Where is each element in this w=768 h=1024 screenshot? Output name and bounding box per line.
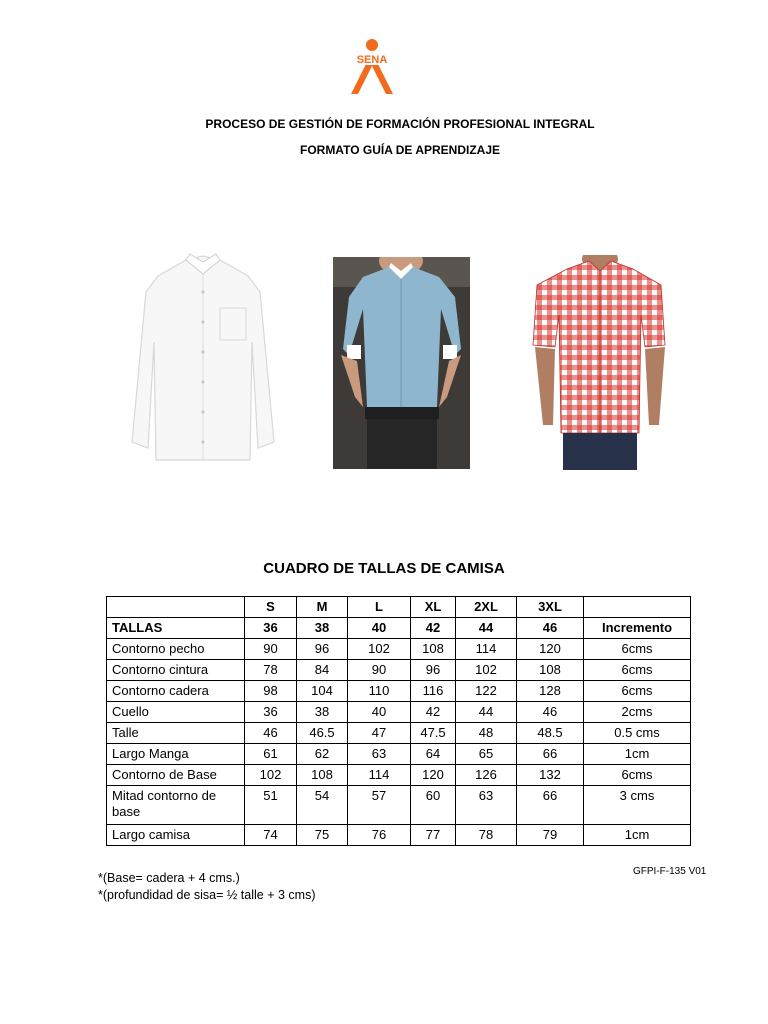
value-cell: 108 <box>297 765 348 786</box>
value-cell: 122 <box>456 681 517 702</box>
measurement-row <box>107 681 691 702</box>
value-cell <box>584 597 691 618</box>
logo-text: SENA <box>356 54 388 66</box>
value-cell: 64 <box>411 744 456 765</box>
value-cell: 110 <box>348 681 411 702</box>
value-cell: 63 <box>348 744 411 765</box>
value-cell: L <box>348 597 411 618</box>
value-cell: M <box>297 597 348 618</box>
value-cell: 63 <box>456 786 517 825</box>
value-cell: 120 <box>411 765 456 786</box>
value-cell: 3 cms <box>584 786 691 825</box>
value-cell: 102 <box>348 639 411 660</box>
value-cell: 66 <box>517 744 584 765</box>
value-cell: 48.5 <box>517 723 584 744</box>
format-title: FORMATO GUÍA DE APRENDIZAJE <box>299 143 500 157</box>
value-cell: 114 <box>348 765 411 786</box>
value-cell: 48 <box>456 723 517 744</box>
value-cell: 47 <box>348 723 411 744</box>
row-label-cell: Largo camisa <box>107 825 245 846</box>
size-chart-body <box>107 597 691 846</box>
value-cell: 2XL <box>456 597 517 618</box>
value-cell: 126 <box>456 765 517 786</box>
value-cell: 74 <box>245 825 297 846</box>
row-label-cell <box>107 597 245 618</box>
value-cell: 2cms <box>584 702 691 723</box>
value-cell: 79 <box>517 825 584 846</box>
checked-shirt-image <box>527 255 674 470</box>
value-cell: 46.5 <box>297 723 348 744</box>
value-cell: 40 <box>348 702 411 723</box>
value-cell: 120 <box>517 639 584 660</box>
value-cell: 42 <box>411 702 456 723</box>
value-cell: 62 <box>297 744 348 765</box>
value-cell: 42 <box>411 618 456 639</box>
measurement-row <box>107 786 691 825</box>
size-number-row <box>107 618 691 639</box>
value-cell: 51 <box>245 786 297 825</box>
size-letter-row <box>107 597 691 618</box>
base-note: *(Base= cadera + 4 cms.) <box>98 871 240 885</box>
value-cell: 6cms <box>584 639 691 660</box>
value-cell: 104 <box>297 681 348 702</box>
row-label-cell: Contorno cadera <box>107 681 245 702</box>
value-cell: 54 <box>297 786 348 825</box>
value-cell: XL <box>411 597 456 618</box>
value-cell: 66 <box>517 786 584 825</box>
value-cell: 76 <box>348 825 411 846</box>
value-cell: 75 <box>297 825 348 846</box>
armhole-note: *(profundidad de sisa= ½ talle + 3 cms) <box>98 888 316 902</box>
white-shirt-image <box>128 252 278 464</box>
value-cell: 102 <box>456 660 517 681</box>
value-cell: 90 <box>348 660 411 681</box>
value-cell: 46 <box>517 702 584 723</box>
value-cell: 38 <box>297 702 348 723</box>
measurement-row <box>107 825 691 846</box>
row-label-cell: Mitad contorno de base <box>107 786 245 825</box>
value-cell: 90 <box>245 639 297 660</box>
measurement-row <box>107 702 691 723</box>
value-cell: 60 <box>411 786 456 825</box>
value-cell: S <box>245 597 297 618</box>
value-cell: 78 <box>456 825 517 846</box>
value-cell: 128 <box>517 681 584 702</box>
value-cell: 6cms <box>584 660 691 681</box>
value-cell: 57 <box>348 786 411 825</box>
value-cell: 38 <box>297 618 348 639</box>
value-cell: 44 <box>456 702 517 723</box>
value-cell: 114 <box>456 639 517 660</box>
row-label-cell: Contorno pecho <box>107 639 245 660</box>
value-cell: 40 <box>348 618 411 639</box>
value-cell: 78 <box>245 660 297 681</box>
value-cell: 77 <box>411 825 456 846</box>
value-cell: 116 <box>411 681 456 702</box>
value-cell: 6cms <box>584 681 691 702</box>
measurement-row <box>107 765 691 786</box>
row-label-cell: Contorno cintura <box>107 660 245 681</box>
value-cell: 96 <box>297 639 348 660</box>
measurement-row <box>107 660 691 681</box>
value-cell: 44 <box>456 618 517 639</box>
value-cell: 6cms <box>584 765 691 786</box>
value-cell: 96 <box>411 660 456 681</box>
value-cell: 46 <box>517 618 584 639</box>
row-label-cell: Contorno de Base <box>107 765 245 786</box>
size-chart-title: CUADRO DE TALLAS DE CAMISA <box>263 560 505 577</box>
value-cell: 132 <box>517 765 584 786</box>
row-label-cell: Cuello <box>107 702 245 723</box>
value-cell: 108 <box>411 639 456 660</box>
value-cell: 1cm <box>584 744 691 765</box>
value-cell: 98 <box>245 681 297 702</box>
value-cell: 46 <box>245 723 297 744</box>
measurement-row <box>107 639 691 660</box>
value-cell: 3XL <box>517 597 584 618</box>
value-cell: 36 <box>245 702 297 723</box>
document-code: GFPI-F-135 V01 <box>633 866 707 877</box>
measurement-row <box>107 723 691 744</box>
process-title: PROCESO DE GESTIÓN DE FORMACIÓN PROFESIONAL INTEGRAL <box>205 117 595 131</box>
value-cell: 61 <box>245 744 297 765</box>
row-label-cell: TALLAS <box>107 618 245 639</box>
sena-logo <box>343 38 401 96</box>
value-cell: 1cm <box>584 825 691 846</box>
value-cell: 84 <box>297 660 348 681</box>
measurement-row <box>107 744 691 765</box>
row-label-cell: Talle <box>107 723 245 744</box>
value-cell: 36 <box>245 618 297 639</box>
row-label-cell: Largo Manga <box>107 744 245 765</box>
size-chart-table <box>106 596 691 846</box>
value-cell: 102 <box>245 765 297 786</box>
value-cell: Incremento <box>584 618 691 639</box>
value-cell: 65 <box>456 744 517 765</box>
value-cell: 108 <box>517 660 584 681</box>
blue-shirt-image <box>333 257 470 469</box>
value-cell: 47.5 <box>411 723 456 744</box>
value-cell: 0.5 cms <box>584 723 691 744</box>
